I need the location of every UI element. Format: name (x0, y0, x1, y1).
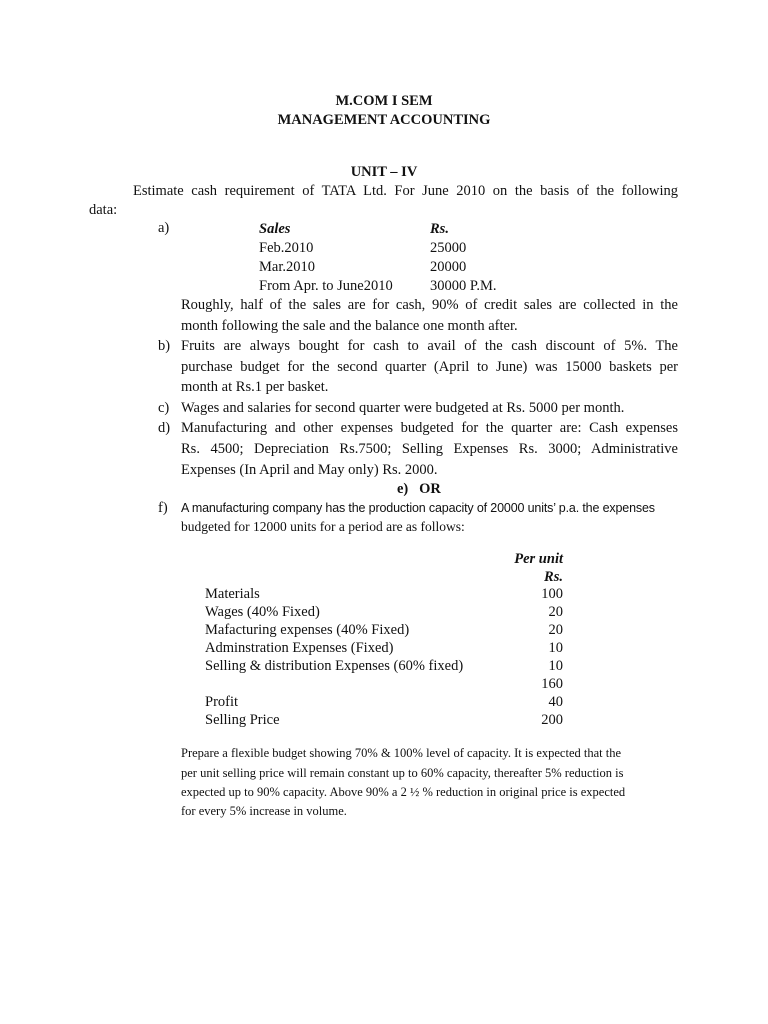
course-heading: M.COM I SEM (335, 93, 433, 109)
cost-row-value: 10 (548, 658, 563, 674)
cost-subtotal-value: 160 (541, 676, 563, 692)
intro-line-1: Estimate cash requirement of TATA Ltd. For June 2010 on the basis of the following (133, 183, 678, 199)
per-unit-header: Per unit (514, 551, 563, 567)
cost-row-value: 200 (541, 712, 563, 728)
item-b-line-2: purchase budget for the second quarter (April to June) was 15000 baskets per (181, 359, 678, 375)
item-e-or: e) OR (397, 481, 441, 497)
item-b-line-3: month at Rs.1 per basket. (181, 379, 329, 395)
sales-row-amount: 30000 P.M. (430, 278, 497, 294)
unit-heading: UNIT – IV (350, 164, 418, 180)
sales-row-period: Feb.2010 (259, 240, 314, 256)
sales-row-period: Mar.2010 (259, 259, 315, 275)
cost-row-label: Profit (205, 694, 239, 710)
cost-row-label: Materials (205, 586, 260, 602)
item-a-note-line-1: Roughly, half of the sales are for cash, 90% of credit sales are collected in the (181, 297, 678, 313)
item-d-line-1: Manufacturing and other expenses budgeted for the quarter are: Cash expenses (181, 420, 678, 436)
subject-heading: MANAGEMENT ACCOUNTING (277, 112, 491, 128)
cost-row-label: Mafacturing expenses (40% Fixed) (205, 622, 410, 638)
sales-row-amount: 20000 (430, 259, 467, 275)
item-f-line-2: budgeted for 12000 units for a period are as follows: (181, 519, 465, 534)
item-b-marker: b) (158, 338, 171, 354)
item-d-line-2: Rs. 4500; Depreciation Rs.7500; Selling Expenses Rs. 3000; Administrative (181, 441, 678, 457)
cost-row-label: Selling & distribution Expenses (60% fixed) (205, 658, 464, 674)
item-d-marker: d) (158, 420, 171, 436)
closing-line-4: for every 5% increase in volume. (181, 804, 347, 818)
item-a-marker: a) (158, 220, 170, 236)
sales-row-amount: 25000 (430, 240, 467, 256)
item-d-line-3: Expenses (In April and May only) Rs. 2000. (181, 462, 438, 478)
cost-row-value: 10 (548, 640, 563, 656)
item-b-line-1: Fruits are always bought for cash to avail of the cash discount of 5%. The (181, 338, 678, 354)
cost-row-label: Adminstration Expenses (Fixed) (205, 640, 394, 656)
cost-row-value: 20 (548, 622, 563, 638)
item-a-note-line-2: month following the sale and the balance one month after. (181, 318, 518, 334)
sales-column-header: Sales (259, 221, 291, 237)
cost-row-value: 20 (548, 604, 563, 620)
cost-row-value: 100 (541, 586, 563, 602)
cost-row-label: Wages (40% Fixed) (205, 604, 320, 620)
closing-line-2: per unit selling price will remain constant up to 60% capacity, thereafter 5% reduction is (181, 766, 624, 780)
item-c-line-1: Wages and salaries for second quarter were budgeted at Rs. 5000 per month. (181, 400, 625, 416)
sales-row-period: From Apr. to June2010 (259, 278, 393, 294)
cost-row-label: Selling Price (205, 712, 280, 728)
rs-column-header: Rs. (430, 221, 449, 237)
intro-line-2: data: (89, 202, 118, 218)
item-f-line-1: A manufacturing company has the production capacity of 20000 units’ p.a. the expenses (181, 501, 655, 515)
closing-line-1: Prepare a flexible budget showing 70% & 100% level of capacity. It is expected that the (181, 746, 622, 760)
item-c-marker: c) (158, 400, 170, 416)
item-f-marker: f) (158, 500, 168, 516)
cost-row-value: 40 (548, 694, 563, 710)
closing-line-3: expected up to 90% capacity. Above 90% a 2 ½ % reduction in original price is expected (181, 785, 626, 799)
rs-header: Rs. (544, 569, 563, 585)
